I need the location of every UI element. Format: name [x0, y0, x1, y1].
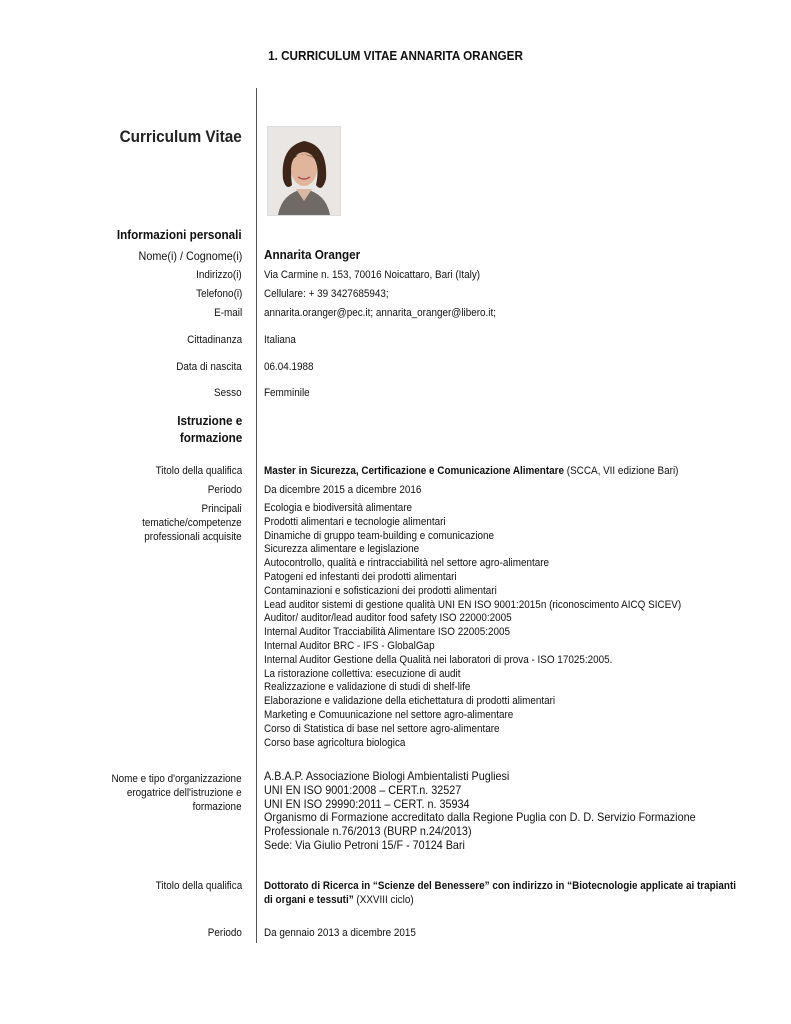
- list-item: Organismo di Formazione accreditato dalla Regione Puglia con D. D. Servizio Formazione: [264, 810, 696, 825]
- organization-list: [264, 770, 696, 853]
- sex-value: Femminile: [264, 387, 310, 399]
- qualification-label-2: Titolo della qualifica: [155, 880, 242, 892]
- list-item: Corso di Statistica di base nel settore agro-alimentare: [264, 722, 500, 735]
- qualification-title-2: [264, 879, 736, 907]
- section-education-line1: Istruzione e: [176, 413, 242, 428]
- list-item: Dinamiche di gruppo team-building e comunicazione: [264, 529, 495, 542]
- period-label-1: Periodo: [207, 484, 242, 496]
- list-item: Sicurezza alimentare e legislazione: [264, 543, 420, 556]
- phone-value: Cellulare: + 39 3427685943;: [264, 288, 389, 300]
- list-item: Lead auditor sistemi di gestione qualità UNI EN ISO 9001:2015n (riconoscimento AICQ SICEV): [264, 598, 682, 611]
- list-item: Auditor/ auditor/lead auditor food safety ISO 22000:2005: [264, 612, 512, 625]
- skills-label: [142, 502, 242, 544]
- citizenship-label: Cittadinanza: [186, 334, 242, 346]
- phone-label: Telefono(i): [195, 288, 242, 300]
- list-item: UNI EN ISO 9001:2008 – CERT.n. 32527: [264, 782, 462, 797]
- email-value: annarita.oranger@pec.it; annarita_oranger@libero.it;: [264, 307, 496, 319]
- name-label: Nome(i) / Cognome(i): [138, 249, 242, 263]
- list-item: Sede: Via Giulio Petroni 15/F - 70124 Bari: [264, 837, 465, 852]
- list-item: Corso base agricoltura biologica: [264, 736, 406, 749]
- qualification-title-1-rest: (SCCA, VII edizione Bari): [564, 465, 679, 477]
- profile-photo: [267, 126, 341, 216]
- section-personal-info: Informazioni personali: [117, 227, 242, 242]
- list-item: Professionale n.76/2013 (BURP n.24/2013): [264, 824, 472, 839]
- list-item: UNI EN ISO 29990:2011 – CERT. n. 35934: [264, 796, 470, 811]
- organization-label: [112, 772, 242, 814]
- list-item: Ecologia e biodiversità alimentare: [264, 502, 413, 514]
- full-name: Annarita Oranger: [264, 247, 361, 262]
- skills-label-line1: Principali: [201, 503, 242, 515]
- citizenship-value: Italiana: [264, 334, 296, 346]
- section-education-line2: formazione: [179, 430, 242, 445]
- qualification-title-2-rest: (XXVIII ciclo): [353, 894, 414, 906]
- list-item: Elaborazione e validazione della etichettatura di prodotti alimentari: [264, 695, 556, 708]
- list-item: Realizzazione e validazione di studi di shelf-life: [264, 681, 471, 694]
- address-value: Via Carmine n. 153, 70016 Noicattaro, Bari (Italy): [264, 269, 481, 281]
- skills-label-line3: professionali acquisite: [144, 531, 242, 543]
- skills-list: [264, 502, 681, 750]
- list-item: Internal Auditor Gestione della Qualità nei laboratori di prova - ISO 17025:2005.: [264, 653, 613, 666]
- skills-label-line2: tematiche/competenze: [142, 517, 242, 529]
- list-item: A.B.A.P. Associazione Biologi Ambientalisti Pugliesi: [264, 769, 510, 783]
- list-item: Internal Auditor Tracciabilità Alimentare ISO 22005:2005: [264, 626, 511, 639]
- organization-label-line2: erogatrice dell'istruzione e: [127, 787, 242, 799]
- list-item: Patogeni ed infestanti dei prodotti alimentari: [264, 570, 457, 583]
- period-label-2: Periodo: [207, 927, 242, 939]
- cv-title: Curriculum Vitae: [119, 127, 242, 146]
- section-education: [177, 412, 242, 446]
- list-item: Prodotti alimentari e tecnologie alimentari: [264, 515, 446, 528]
- birth-value: 06.04.1988: [264, 361, 314, 373]
- birth-label: Data di nascita: [176, 361, 242, 373]
- qualification-title-1: [264, 464, 678, 478]
- organization-label-line3: formazione: [193, 801, 242, 813]
- column-divider: [256, 88, 257, 943]
- document-heading: 1. CURRICULUM VITAE ANNARITA ORANGER: [268, 48, 523, 63]
- email-label: E-mail: [213, 307, 242, 319]
- list-item: Marketing e Comuunicazione nel settore agro-alimentare: [264, 708, 514, 721]
- qualification-label-1: Titolo della qualifica: [155, 465, 242, 477]
- organization-label-line1: Nome e tipo d'organizzazione: [111, 773, 242, 785]
- sex-label: Sesso: [214, 387, 242, 399]
- list-item: Autocontrollo, qualità e rintracciabilità nel settore agro-alimentare: [264, 557, 550, 570]
- list-item: Internal Auditor BRC - IFS - GlobalGap: [264, 639, 435, 652]
- period-value-2: Da gennaio 2013 a dicembre 2015: [264, 927, 416, 939]
- list-item: Contaminazioni e sofisticazioni dei prodotti alimentari: [264, 584, 497, 597]
- qualification-title-1-bold: Master in Sicurezza, Certificazione e Comunicazione Alimentare: [264, 465, 565, 477]
- qualification-title-2-line1: Dottorato di Ricerca in “Scienze del Benessere” con indirizzo in “Biotecnologie applicate ai trapianti: [264, 880, 737, 892]
- period-value-1: Da dicembre 2015 a dicembre 2016: [264, 484, 422, 496]
- qualification-title-2-line2: di organi e tessuti”: [264, 894, 354, 906]
- address-label: Indirizzo(i): [196, 269, 242, 281]
- list-item: La ristorazione collettiva: esecuzione di audit: [264, 667, 461, 680]
